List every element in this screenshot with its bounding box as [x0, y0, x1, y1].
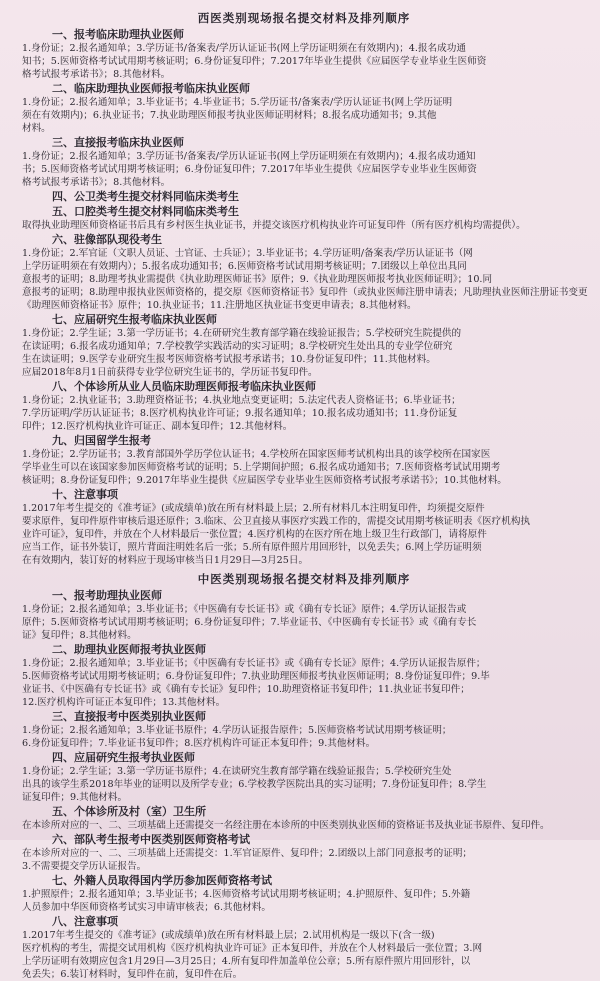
section-line: 免丢失；6.装订材料时，复印件在前，复印件在后。 [22, 969, 243, 980]
section-block [22, 380, 586, 433]
section-line: 《助理医师资格证书》原件；10.执业证书；11.注册地区执业证书变更申请表；8.其他材料。 [22, 300, 417, 311]
section-line: 原件；5.医师资格考试试用期考核证明；6.身份证复印件；7.毕业证书、《中医确有专长证书》或《确有专长 [22, 617, 477, 628]
section-title: 一、报考临床助理执业医师 [52, 28, 184, 41]
section-line: 意报考的证明；8.助理申报执业医师资格的，提交原《医师资格证书》复印件（或执业医师注册申请表；凡助理执业医师注册证书变更 [22, 287, 588, 298]
section-line: 在读证明；6.报名成功通知单；7.学校教学实践活动的实习证明；8.学校研究生处出具的专业学位研究 [22, 341, 453, 352]
section-line: 意报考的证明；8.助理考执业需提供《执业助理医师证书》原件；9.《执业助理医师报考执业医师证明》；10.同 [22, 274, 493, 285]
section-line: 1.2017年考生提交的《准考证》(或成绩单)放在所有材料最上层；2.所有材料几本注明复印件，均须提交原件 [22, 503, 485, 514]
section-block [22, 488, 586, 567]
section-line: 应届2018年8月1日前获得专业学位研究生证书的，学历证书复印件。 [22, 367, 318, 378]
section-title: 五、口腔类考生提交材料同临床类考生 [52, 205, 239, 218]
doc2-body [22, 589, 586, 981]
section-line: 知书；5.医师资格考试试用期考核证明；6.身份证复印件；7.2017年毕业生提供《应届医学专业毕业生医师资 [22, 56, 487, 67]
section-line: 1.身份证；2.军官证（文职人员证、士官证、士兵证）；3.毕业证书；4.学历证明/备案表/学历认证证书（网 [22, 248, 473, 259]
section-line: 7.学历证明/学历认证证书；8.医疗机构执业许可证；9.报名通知单；10.报名成功通知书；11.身份证复 [22, 408, 458, 419]
section-line: 1.2017年考生提交的《准考证》(或成绩单)放在所有材料最上层；2.试用机构是一级以下(含一级) [22, 930, 435, 941]
section-title: 八、个体诊所从业人员临床助理医师报考临床执业医师 [52, 380, 316, 393]
section-title: 六、部队考生报考中医类别医师资格考试 [52, 833, 250, 846]
section-line: 1.身份证；2.学生证；3.第一学历证书原件；4.在读研究生教育部学籍在线验证报告；5.学校研究生处 [22, 766, 452, 777]
section-title: 七、外籍人员取得国内学历参加医师资格考试 [52, 874, 272, 887]
section-line: 在本诊所对应的一、二、三项基础上还需提交：1.军官证原件、复印件；2.团级以上部门同意报考的证明； [22, 848, 473, 859]
section-line: 印件；12.医疗机构执业许可证正、副本复印件；12.其他材料。 [22, 421, 293, 432]
section-line: 业证书、《中医确有专长证书》或《确有专长证》复印件；10.助理资格证书复印件；11.执业证书复印件； [22, 684, 470, 695]
section-block [22, 190, 586, 204]
section-line: 出具的该学生系2018年毕业的证明以及所学专业；6.学校教学医院出具的实习证明；7.身份证复印件；8.学生 [22, 779, 487, 790]
section-block [22, 643, 586, 709]
section-line: 3.不需要提交学历认证报告。 [22, 861, 147, 872]
section-line: 材料。 [22, 123, 51, 134]
section-title: 二、助理执业医师报考执业医师 [52, 643, 206, 656]
section-block [22, 136, 586, 189]
section-line: 1.身份证；2.报名通知单；3.学历证书/备案表/学历认证证书(网上学历证明须在有效期内)；4.报名成功通知 [22, 151, 476, 162]
section-line: 生在读证明；9.医学专业研究生报考医师资格考试报考承诺书；10.身份证复印件；11.其他材料。 [22, 354, 436, 365]
section-line: 格考试报考承诺书》；8.其他材料。 [22, 69, 171, 80]
section-line: 证》复印件；8.其他材料。 [22, 630, 137, 641]
section-block [22, 874, 586, 914]
section-line: 上学历证明有效期应包含1月29日—3月25日；4.所有复印件加盖单位公章；5.所有原件照片用回形针，以 [22, 956, 471, 967]
section-line: 1.身份证；2.报名通知单；3.毕业证书原件；4.学历认证报告原件；5.医师资格考试试用期考核证明； [22, 725, 452, 736]
section-block [22, 28, 586, 81]
section-line: 须在有效期内)；6.执业证书；7.执业助理医师报考执业医师证明材料；8.报名成功通知书；9.其他 [22, 110, 437, 121]
section-block [22, 805, 586, 832]
section-line: 5.医师资格考试试用期考核证明；6.身份证复印件；7.执业助理医师报考执业医师证明；8.身份证复印件；9.毕 [22, 671, 490, 682]
doc2-title: 中医类别现场报名提交材料及排列顺序 [197, 572, 411, 586]
section-line: 格考试报考承诺书》；8.其他材料。 [22, 177, 171, 188]
section-line: 取得执业助理医师资格证书后具有乡村医生执业证书，并提交该医疗机构执业许可证复印件（所有医疗机构均需提供）。 [22, 220, 526, 231]
section-line: 1.身份证；2.学历证书；3.教育部国外学历学位认证书；4.学校所在国家医师考试机构出具的该学校所在国家医 [22, 449, 491, 460]
section-title: 六、驻像部队现役考生 [52, 233, 162, 246]
section-line: 1.身份证；2.报名通知单；3.毕业证书；《中医确有专长证书》或《确有专长证》原件；4.学历认证报告原件； [22, 658, 486, 669]
section-title: 五、个体诊所及村（室）卫生所 [52, 805, 206, 818]
section-block [22, 205, 586, 232]
section-block [22, 233, 586, 312]
section-block [22, 313, 586, 379]
section-block [22, 82, 586, 135]
section-title: 四、公卫类考生提交材料同临床类考生 [52, 190, 239, 203]
section-title: 二、临床助理执业医师报考临床执业医师 [52, 82, 250, 95]
section-line: 医疗机构的考生，需提交试用机构《医疗机构执业许可证》正本复印件，并放在个人材料最后一张位置；3.网 [22, 943, 483, 954]
section-title: 四、应届研究生报考执业医师 [52, 751, 195, 764]
section-line: 1.身份证；2.报名通知单；3.学历证书/备案表/学历认证证书(网上学历证明须在有效期内)；4.报名成功通 [22, 43, 466, 54]
section-block [22, 710, 586, 750]
section-line: 1.身份证；2.报名通知单；3.毕业证书；《中医确有专长证书》或《确有专长证》原件；4.学历认证报告或 [22, 604, 467, 615]
section-line: 业许可证》，复印件，并放在个人材料最后一张位置；4.医疗机构的在医疗所在地上级卫生行政部门，请将原件 [22, 529, 487, 540]
section-block [22, 589, 586, 642]
section-line: 应当工作，证书外装订，照片背面注明姓名后一张；5.所有原件照片用回形针，以免丢失；6.网上学历证明须 [22, 542, 482, 553]
section-block [22, 833, 586, 873]
section-title: 八、注意事项 [52, 915, 118, 928]
section-line: 1.身份证；2.学生证；3.第一学历证书；4.在研研究生教育部学籍在线验证报告；5.学校研究生院提供的 [22, 328, 462, 339]
section-line: 6.身份证复印件；7.毕业证书复印件；8.医疗机构许可证正本复印件；9.其他材料。 [22, 738, 376, 749]
section-line: 1.身份证；2.报名通知单；3.毕业证书；4.毕业证书；5.学历证书/备案表/学历认证证书(网上学历证明 [22, 97, 453, 108]
section-line: 在本诊所对应的一、二、三项基础上还需提交一名经注册在本诊所的中医类别执业医师的资格证书及执业证书原件、复印件。 [22, 820, 550, 831]
section-title: 一、报考助理执业医师 [52, 589, 162, 602]
section-line: 12.医疗机构许可证正本复印件；13.其他材料。 [22, 697, 226, 708]
section-line: 证复印件；9.其他材料。 [22, 792, 128, 803]
section-line: 在有效期内，装订好的材料应于现场审核当日1月29日—3月25日。 [22, 555, 309, 566]
section-line: 1.身份证；2.执业证书；3.助理资格证书；4.执业地点变更证明；5.法定代表人资格证书；6.毕业证书； [22, 395, 461, 406]
section-title: 九、归国留学生报考 [52, 434, 151, 447]
section-title: 十、注意事项 [52, 488, 118, 501]
doc1-body [22, 28, 586, 567]
section-line: 核证明；8.身份证复印件；9.2017年毕业生提供《应届医学专业毕业生医师资格考试报考承诺书》；10.其他材料。 [22, 475, 507, 486]
section-line: 要求原件，复印件原件审核后退还原件；3.临床、公卫直接从事医疗实践工作的，需提交试用期考核证明表《医疗机构执 [22, 516, 531, 527]
section-block [22, 915, 586, 981]
section-title: 三、直接报考临床执业医师 [52, 136, 184, 149]
section-title: 三、直接报考中医类别执业医师 [52, 710, 206, 723]
section-block [22, 434, 586, 487]
section-title: 七、应届研究生报考临床执业医师 [52, 313, 217, 326]
section-line: 学毕业生可以在该国家参加医师资格考试的证明；5.上学期间护照；6.报名成功通知书；7.医师资格考试试用期考 [22, 462, 501, 473]
section-line: 上学历证明须在有效期内）；5.报名成功通知书；6.医师资格考试试用期考核证明；7.团级以上单位出具同 [22, 261, 467, 272]
section-line: 1.护照原件；2.报名通知单；3.毕业证书；4.医师资格考试试用期考核证明；4.护照原件、复印件；5.外籍 [22, 889, 471, 900]
section-line: 书；5.医师资格考试试用期考核证明；6.身份证复印件；7.2017年毕业生提供《应届医学专业毕业生医师资 [22, 164, 477, 175]
section-line: 人员参加中华医师资格考试实习申请审核表；6.其他材料。 [22, 902, 271, 913]
doc1-title: 西医类别现场报名提交材料及排列顺序 [197, 11, 411, 25]
section-block [22, 751, 586, 804]
